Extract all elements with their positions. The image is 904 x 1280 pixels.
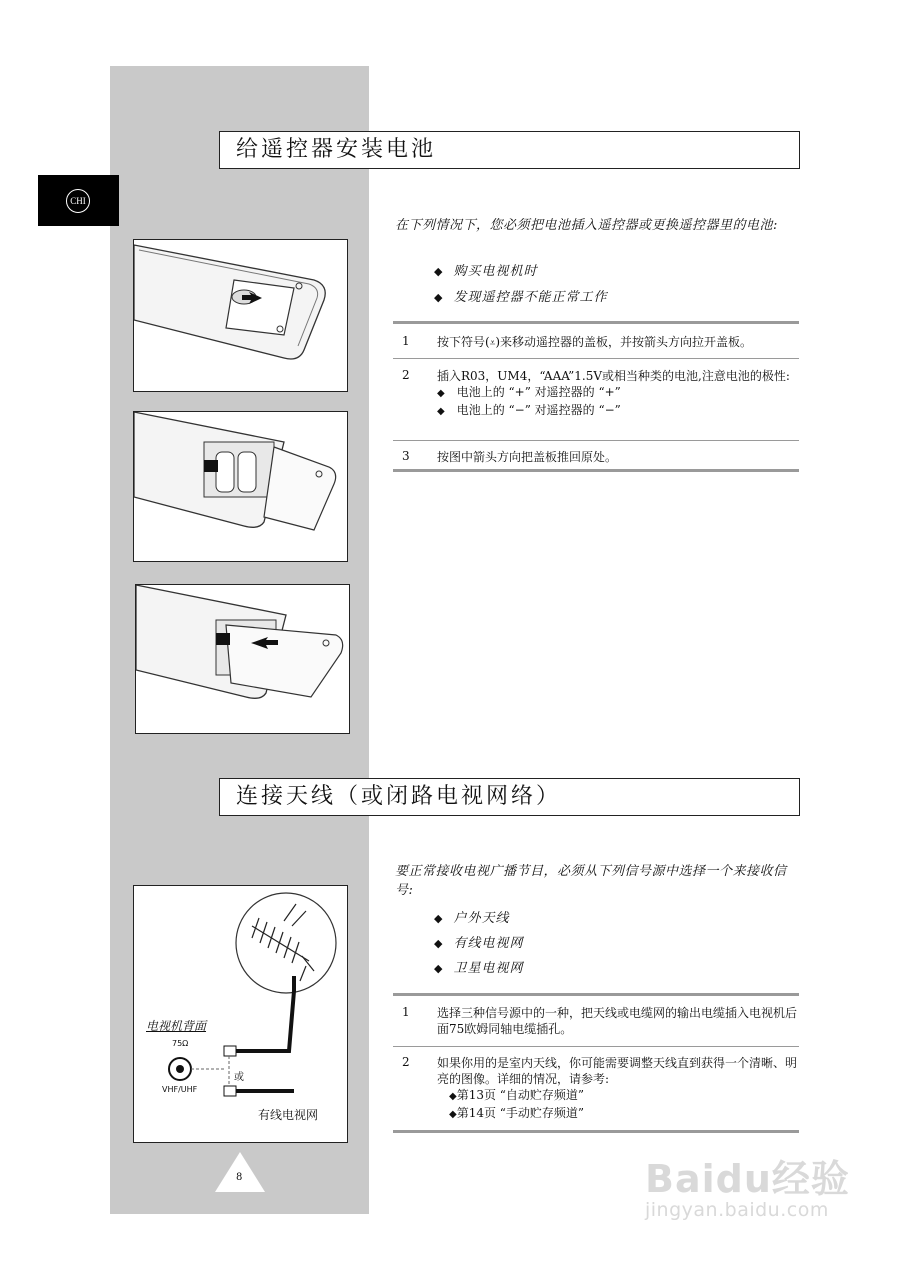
- section-title-batteries: 给遥控器安装电池: [219, 131, 800, 169]
- divider: [393, 358, 799, 359]
- antenna-connection-diagram: [133, 885, 348, 1143]
- band-label: VHF/UHF: [162, 1085, 198, 1094]
- divider: [393, 1130, 799, 1133]
- divider: [393, 993, 799, 996]
- diamond-bullet-icon: ◆: [437, 388, 445, 399]
- step-number: 2: [402, 1055, 410, 1069]
- tv-back-label: 电视机背面: [146, 1019, 207, 1033]
- step-number: 1: [402, 1005, 410, 1019]
- section1-bullet-2: ◆ 发现遥控器不能正常工作: [434, 290, 608, 305]
- divider: [393, 1046, 799, 1047]
- or-label: 或: [234, 1072, 244, 1083]
- page-number: 8: [236, 1172, 243, 1183]
- section2-intro: 要正常接收电视广播节目，必须从下列信号源中选择一个来接收信号:: [395, 864, 787, 898]
- watermark-logo: Baidu经验: [645, 1157, 850, 1201]
- diamond-bullet-icon: ◆: [449, 1091, 457, 1102]
- step-number: 2: [402, 368, 410, 382]
- diamond-bullet-icon: ◆: [449, 1109, 457, 1120]
- step-number: 3: [402, 449, 410, 463]
- section-title-antenna: 连接天线（或闭路电视网络）: [219, 778, 800, 816]
- remote-illustration-2: [133, 411, 348, 562]
- ohm-label: 75Ω: [172, 1039, 189, 1048]
- step-number: 1: [402, 334, 410, 348]
- section1-intro: 在下列情况下，您必须把电池插入遥控器或更换遥控器里的电池:: [395, 218, 778, 233]
- section2-bullet-2: ◆ 有线电视网: [434, 936, 524, 951]
- divider: [393, 469, 799, 472]
- step-text: 按图中箭头方向把盖板推回原处。: [437, 450, 618, 464]
- divider: [393, 440, 799, 441]
- step-text: 如果你用的是室内天线，你可能需要调整天线直到获得一个清晰、明亮的图像。详细的情况，请参考: ◆第13页 “自动贮存频道” ◆第14页 “手动贮存频道”: [437, 1056, 798, 1120]
- language-tab: [38, 175, 119, 226]
- section1-bullet-1: ◆ 购买电视机时: [434, 264, 538, 279]
- language-badge: CHI: [66, 189, 90, 213]
- step-text: 按下符号(⩡)来移动遥控器的盖板，并按箭头方向拉开盖板。: [437, 335, 753, 349]
- section2-bullet-3: ◆ 卫星电视网: [434, 961, 524, 976]
- watermark: [645, 1148, 850, 1221]
- diamond-bullet-icon: ◆: [437, 406, 445, 417]
- cable-network-label: 有线电视网: [258, 1108, 319, 1122]
- step-text: 选择三种信号源中的一种，把天线或电缆网的输出电缆插入电视机后面75欧姆同轴电缆插孔。: [437, 1006, 798, 1036]
- divider: [393, 321, 799, 324]
- remote-illustration-1: [133, 239, 348, 392]
- watermark-url: jingyan.baidu.com: [645, 1199, 829, 1221]
- section2-bullet-1: ◆ 户外天线: [434, 911, 510, 926]
- remote-illustration-3: [135, 584, 350, 734]
- step-text: 插入R03，UM4，“AAA”1.5V或相当种类的电池,注意电池的极性: ◆ 电池上的 “+” 对遥控器的 “+” ◆ 电池上的 “−” 对遥控器的 “−”: [437, 369, 790, 417]
- cover-arrow-icon: ⩡: [489, 338, 496, 349]
